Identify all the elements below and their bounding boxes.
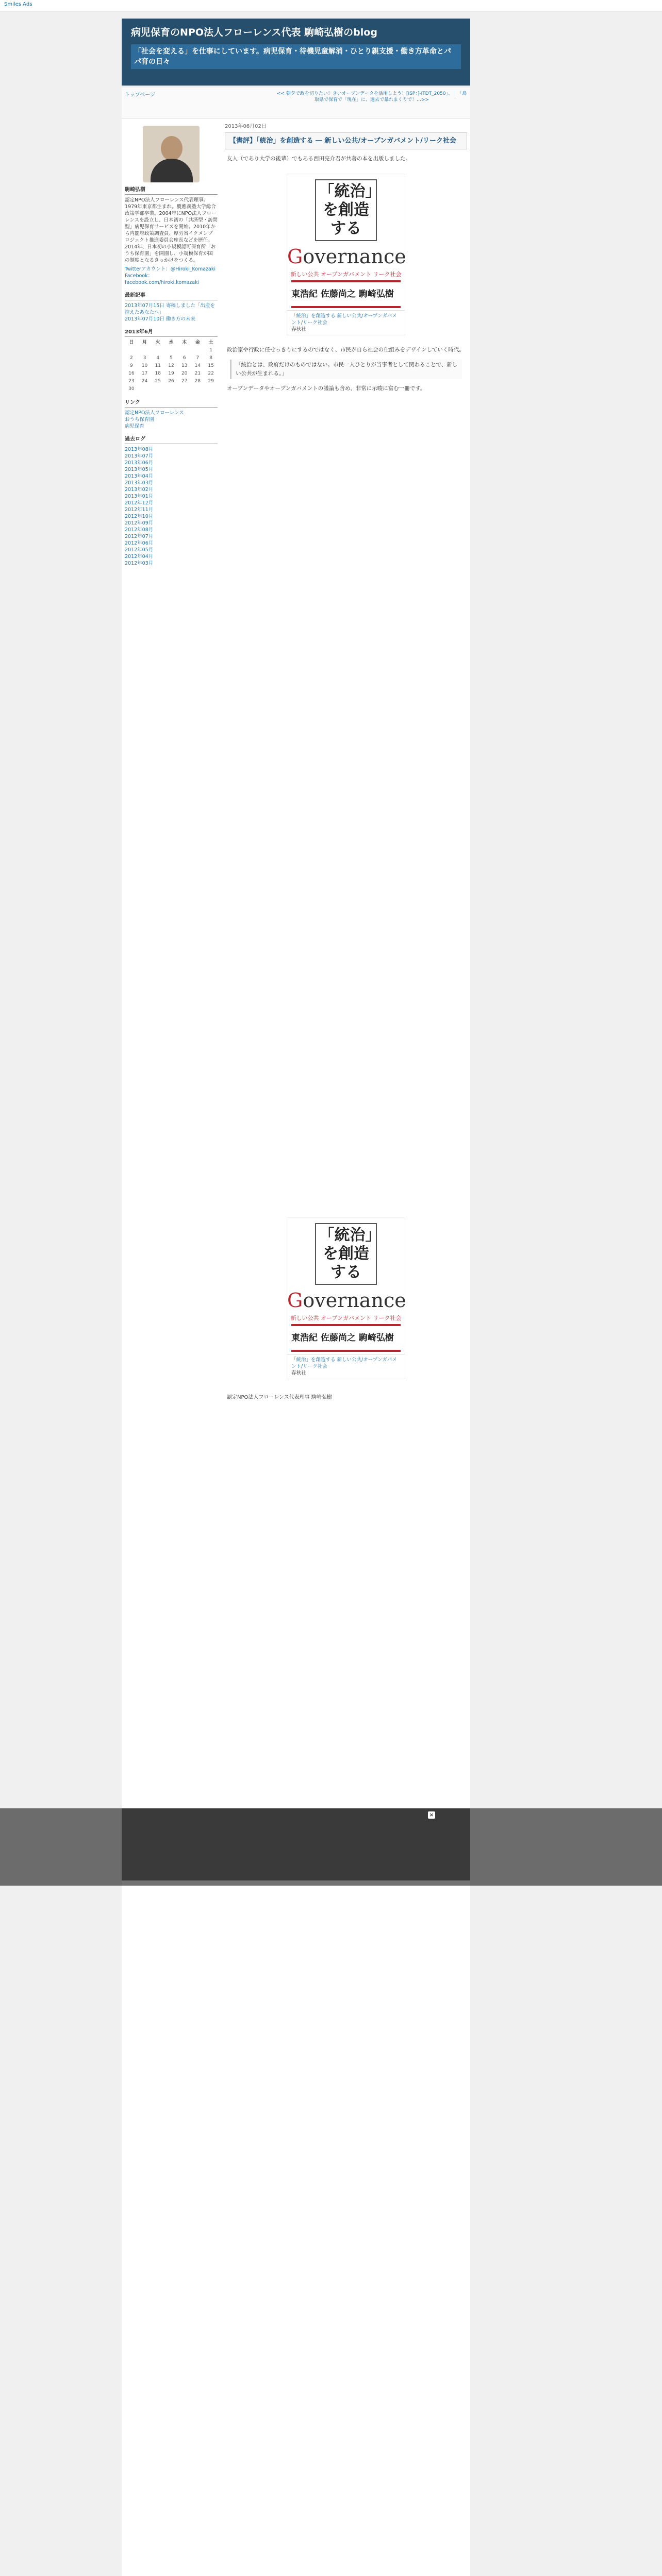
archive-link[interactable]: 2012年12月	[125, 500, 154, 506]
archive-link[interactable]: 2012年04月	[125, 554, 154, 560]
entry-title[interactable]: 【書評】「統治」を創造する ― 新しい公共/オープンガバメント/リーク社会	[225, 132, 467, 149]
calendar-day[interactable]: 23	[128, 379, 135, 384]
main-content	[225, 122, 467, 1406]
archive-link[interactable]: 2013年03月	[125, 480, 154, 486]
calendar-day[interactable]: 6	[183, 355, 186, 361]
prev-next-link[interactable]: << 朝夕で政を切りたい！きいオープンデータを活用しよう！[ISP：]-ITDT_2050」、｜「鳥取県で保育で「現在」に、過去で暴れまくりで！…>>	[276, 91, 467, 103]
calendar-box	[125, 329, 218, 393]
calendar-day[interactable]: 5	[170, 355, 173, 361]
calendar-day[interactable]: 19	[168, 371, 174, 376]
archive-link[interactable]: 2013年04月	[125, 473, 154, 479]
blog-title[interactable]: 病児保育のNPO法人フローレンス代表 駒崎弘樹のblog	[131, 27, 377, 38]
calendar-day[interactable]: 27	[181, 379, 188, 384]
home-link[interactable]: トップページ	[125, 92, 156, 98]
book-cover-sub: 新しい公共 オープンガバメント リーク社会	[290, 1315, 402, 1321]
calendar-day	[178, 385, 191, 393]
calendar-day[interactable]: 25	[155, 379, 161, 384]
footer-org: 認定NPO法人フローレンス代表理事 駒崎弘樹	[227, 1395, 332, 1400]
blockquote: 「統治とは、政府だけのものではない。市民一人ひとりが当事者として関わることで、新しい公共が生まれる。」	[230, 360, 462, 379]
links-box	[125, 399, 218, 430]
calendar-day[interactable]: 10	[141, 363, 148, 368]
archive-link[interactable]: 2012年08月	[125, 527, 154, 533]
calendar-day[interactable]: 29	[208, 379, 214, 384]
book-title-link[interactable]: 「統治」を創造する 新しい公共/オープンガバメント/リーク社会	[291, 313, 397, 326]
calendar-day[interactable]: 24	[141, 379, 148, 384]
calendar-day	[191, 385, 205, 393]
calendar-day[interactable]: 9	[129, 363, 133, 368]
book-info	[287, 310, 405, 335]
twitter-link[interactable]: Twitterアカウント：@Hiroki_Komazaki	[125, 266, 216, 272]
archive-link[interactable]: 2012年03月	[125, 561, 154, 566]
sidebar-link[interactable]: 病児保育	[125, 423, 145, 429]
calendar-day	[178, 347, 191, 354]
book-title-link[interactable]: 「統治」を創造する 新しい公共/オープンガバメント/リーク社会	[291, 1357, 397, 1369]
book-cover-title: 「統治」を創造する	[315, 1223, 377, 1285]
calendar-day-header: 木	[182, 340, 187, 345]
blog-header	[122, 19, 470, 86]
calendar-heading: 2013年6月	[125, 329, 218, 337]
entry-paragraph: オープンデータやオープンガバメントの議論も含め、非常に示唆に富む一冊です。	[227, 385, 426, 392]
archive-link[interactable]: 2012年11月	[125, 507, 154, 513]
calendar-day[interactable]: 17	[141, 371, 148, 376]
links-heading: リンク	[125, 399, 218, 408]
profile-box	[125, 126, 218, 286]
close-icon[interactable]: ×	[428, 1811, 435, 1819]
calendar-day[interactable]: 18	[155, 371, 161, 376]
calendar-day	[191, 347, 205, 354]
calendar-day-header: 土	[208, 340, 213, 345]
book-authors: 東浩紀 佐藤尚之 駒崎弘樹	[291, 1333, 394, 1343]
book-cover-gov: Governance	[287, 1289, 406, 1312]
archive-link[interactable]: 2013年05月	[125, 467, 154, 472]
archive-link[interactable]: 2012年10月	[125, 514, 154, 519]
archive-link[interactable]: 2012年07月	[125, 534, 154, 539]
archive-link[interactable]: 2013年07月	[125, 453, 154, 459]
sidebar-link[interactable]: 認定NPO法人フローレンス	[125, 410, 184, 416]
calendar-day[interactable]: 16	[128, 371, 135, 376]
archive-link[interactable]: 2013年06月	[125, 460, 154, 466]
archive-link[interactable]: 2013年02月	[125, 487, 154, 493]
calendar-day[interactable]: 11	[155, 363, 161, 368]
book-cover-gov: Governance	[287, 245, 406, 268]
calendar-day	[138, 385, 152, 393]
recent-post-link[interactable]: 2013年07月15日 寄稿しました「出産を控えたあなたへ」	[125, 303, 215, 315]
book-publisher: 春秋社	[291, 1370, 306, 1376]
calendar-day[interactable]: 7	[196, 355, 200, 361]
profile-name: 駒崎弘樹	[125, 187, 218, 195]
calendar-table	[125, 339, 218, 393]
archives-box	[125, 436, 218, 567]
book-cover-2[interactable]	[287, 1217, 405, 1379]
entry-paragraph: 友人（であり大学の後輩）でもある西田亮介君が共著の本を出版しました。	[227, 156, 411, 162]
avatar	[143, 126, 200, 182]
recent-posts-box	[125, 292, 218, 323]
calendar-day[interactable]: 1	[209, 348, 212, 353]
modal-panel	[122, 1808, 470, 1880]
calendar-day[interactable]: 26	[168, 379, 174, 384]
archive-link[interactable]: 2013年01月	[125, 494, 154, 499]
calendar-day	[164, 347, 178, 354]
calendar-day	[125, 347, 138, 354]
modal-overlay[interactable]	[0, 1808, 662, 1886]
calendar-day	[138, 347, 152, 354]
archive-link[interactable]: 2012年09月	[125, 520, 154, 526]
profile-text: 認定NPO法人フローレンス代表理事。1979年東京都生まれ。慶應義塾大学総合政策学部卒業。2004年にNPO法人フローレンスを設立し、日本初の「共済型・訪問型」病児保育サービスを開始。2010年から内閣府政策調査員、厚労省イクメンプロジェクト推進委員会座長などを歴任。2014年、日本初の小規模認可保育所「おうち保育園」を開園し、小規模保育が国の制度となるきっかけをつくる。	[125, 197, 218, 263]
calendar-day[interactable]: 8	[209, 355, 212, 361]
calendar-day-header: 火	[155, 340, 160, 345]
archive-link[interactable]: 2012年05月	[125, 547, 154, 553]
recent-posts-heading: 最新記事	[125, 292, 218, 300]
book-info	[287, 1354, 405, 1379]
calendar-day[interactable]: 22	[208, 371, 214, 376]
book-publisher: 春秋社	[291, 327, 306, 332]
calendar-day[interactable]: 21	[194, 371, 201, 376]
calendar-day[interactable]: 28	[194, 379, 201, 384]
book-cover-title: 「統治」を創造する	[315, 179, 377, 241]
page-container	[122, 88, 470, 2576]
calendar-day[interactable]: 4	[156, 355, 160, 361]
entry-date: 2013年06月02日	[225, 124, 267, 129]
recent-post-link[interactable]: 2013年07月10日 働き方の未来	[125, 316, 195, 322]
facebook-link[interactable]: Facebook：facebook.com/hiroki.komazaki	[125, 273, 200, 285]
archives-heading: 過去ログ	[125, 436, 218, 444]
calendar-day[interactable]: 20	[181, 371, 188, 376]
book-authors: 東浩紀 佐藤尚之 駒崎弘樹	[291, 289, 394, 299]
book-cover[interactable]	[287, 174, 405, 335]
calendar-day[interactable]: 3	[143, 355, 146, 361]
calendar-day	[151, 385, 164, 393]
calendar-day[interactable]: 13	[181, 363, 188, 368]
entry-body	[225, 155, 467, 1406]
archive-link[interactable]: 2013年08月	[125, 447, 154, 452]
ad-link[interactable]: Smiles Ads	[4, 2, 32, 7]
sidebar-link[interactable]: おうち保育園	[125, 417, 155, 422]
calendar-day-header: 水	[169, 340, 174, 345]
calendar-day[interactable]: 15	[208, 363, 214, 368]
calendar-day-header: 金	[195, 340, 200, 345]
calendar-day	[164, 385, 178, 393]
calendar-day[interactable]: 2	[129, 355, 133, 361]
calendar-day-header: 月	[142, 340, 147, 345]
entry-paragraph: 政治家や行政に任せっきりにするのではなく、市民が自ら社会の仕組みをデザインしていく時代。	[227, 347, 465, 353]
calendar-day[interactable]: 12	[168, 363, 174, 368]
calendar-day[interactable]: 30	[128, 386, 135, 392]
calendar-day	[204, 385, 218, 393]
top-ad-bar	[0, 0, 662, 11]
book-cover-sub: 新しい公共 オープンガバメント リーク社会	[290, 271, 402, 278]
archive-link[interactable]: 2012年06月	[125, 540, 154, 546]
sidebar	[125, 122, 218, 573]
calendar-day-header: 日	[129, 340, 134, 345]
calendar-day[interactable]: 14	[194, 363, 201, 368]
top-navigation	[122, 88, 470, 118]
calendar-day	[151, 347, 164, 354]
entry-footer	[225, 1389, 467, 1406]
blog-description: 「社会を変える」を仕事にしています。病児保育・待機児童解消・ひとり親支援・働き方革命とパパ育の日々	[131, 44, 461, 69]
